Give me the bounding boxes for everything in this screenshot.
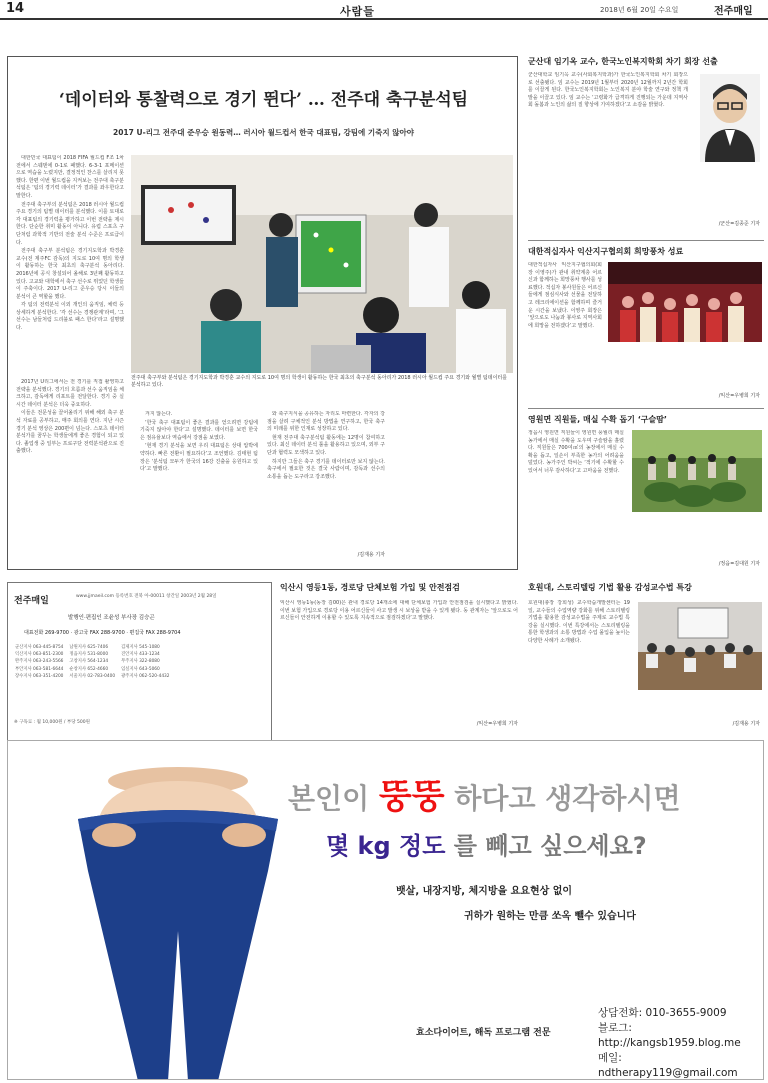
office-table [12,643,173,680]
side-article-3-title: 영원면 직원들, 매실 수확 돕기 ‘구슬땀’ [528,415,667,424]
ad-headline-2: 몇 kg 정도 를 빼고 싶으세요? [326,832,647,860]
masthead-footer: ※ 구독료 : 월 10,000원 / 부당 500원 [14,720,90,725]
side-article-4 [280,582,518,737]
article-photo [131,155,513,373]
section-title: 사람들 [340,5,375,18]
side-article-4-byline: /익산=우병희 기자 [476,721,518,727]
ad-text-1: 뱃살, 내장지방, 체지방을 요요현상 없이 [396,886,573,897]
side-article-3 [528,414,764,574]
side-article-5 [528,582,764,737]
masthead-box [7,582,272,747]
side-article-2 [528,246,764,406]
side-article-3-body: 정읍시 영원면 직원들이 영원면 풍월리 매실 농가에서 매실 수확을 도우며 구슬땀을 흘렸다. 직원들은 700여㎡의 농장에서 매실 수확을 돕고, 일손이 부족한 농가의 어려움을 덜었다. 농가주인 박씨는 ‘적기에 수확할 수 있어서 너무 감사하다’고 고마움을 전했다. [528,430,624,474]
side-article-5-byline: /김재용 기자 [732,721,760,727]
side-article-1-title: 군산대 임기옥 교수, 한국노인복지학회 차기 회장 선출 [528,57,718,66]
article-column-1: 대한민국 대표팀이 2018 FIFA 월드컵 F조 1차전에서 스웨덴에 0-1로 패했다. 6-3-1 포메이션으로 역습을 노렸지만, 결정적인 찬스를 살리지 못했다. 한편 이번 월드컵을 지켜보는 전주대 축구분석팀은 ‘팀의 경기력 데이터’가 결과를 좌우한다고 말한다. 전주대 축구부의 분석팀은 2018 러시아 월드컵 주요 경기의 팀별 데이터를 분석했다. 이를 토대로 각 대표팀의 경기력을 평가하고 이번 전략을 제시한다. 단순한 취미 활동이 아니다. 유럽 스포츠 구단처럼 과학적 기반의 전술 분석 수준은 프로급이다. 전주대 축구부 분석팀은 경기지도학과 박경훈 교수(전 제주FC 감독)의 지도로 10여 명의 학생이 활동하는 한국 최초의 축구분석 동아리다. 2016년에 공식 창설되어 올해로 3년째 활동하고 있다. 고교와 대학에서 축구 선수로 뛰었던 학생들이 주축이다. 2017 U-리그 준우승 당시 이들의 분석이 큰 역할을 했다. 각 팀의 전력분석 이외 개인의 움직임, 체력 등 상세하게 분석한다. ‘각 선수는 경쟁관계’라며, ‘그 선수는 남들처럼 드리블로 패스 한다’라고 설명했다. [16,155,124,332]
article-column-4: 와 축구지식을 공유하는 자리도 마련한다. 각자의 강점을 살려 구체적인 분석 방법을 연구하고, 한국 축구의 미래를 위한 인재로 성장하고 있다. 현재 전주대 축구분석팀 활동에는 12명이 참여하고 있다. 최신 데이터 분석 툴을 활용하고 있으며, 외부 구단과 협력도 모색하고 있다. 하지만 그들은 축구 경기를 데이터로만 보지 않는다. 축구에서 필요한 것은 결국 사람이며, 감독과 선수의 소통을 돕는 도구라고 강조했다. [267,411,385,480]
side-article-2-byline: /익산=우병희 기자 [718,393,760,399]
masthead-logo: 전주매일 [14,596,49,606]
portrait-photo [700,74,760,162]
table-row: 군산지사 063-445-8754 남원지사 625-7406 김제지사 545-1080 [15,644,160,650]
divider [528,240,764,241]
side-article-4-body: 익산시 영등1동(동장 김00)은 관내 경로당 14개소에 대해 단체보험 가입과 안전점검을 실시했다고 밝혔다. 이번 보험 가입으로 경로당 이용 어르신들이 사고 발생 시 보상을 받을 수 있게 됐다. 동 관계자는 ‘앞으로도 어르신들이 안전하게 이용할 수 있도록 지속적으로 점검하겠다’고 말했다. [280,600,518,622]
ad-headline-1: 본인이 뚱뚱 하다고 생각하시면 [288,777,681,817]
ad-text-2: 귀하가 원하는 만큼 쏘옥 뺄수 있습니다 [464,911,636,922]
side-article-1-byline: /군산=김종준 기자 [718,221,760,227]
lecture-photo [638,602,762,690]
article-subhead: 2017 U-리그 전주대 준우승 원동력… 러시아 월드컵서 한국 대표팀, 강팀에 기죽지 않아야 [113,128,414,137]
masthead-publisher: 발행인·편집인 조윤성 부사장 김승곤 [68,615,155,621]
page-number: 14 [6,1,25,16]
diet-advertisement [7,740,764,1080]
issue-date: 2018년 6월 20일 수요일 [600,6,679,14]
side-article-1 [528,56,764,236]
event-photo [608,262,762,342]
table-row: 부안지사 063-581-6644 순창지사 652-4660 임실지사 643-5060 [15,666,160,672]
harvest-photo [632,430,762,512]
article-column-2: 2017년 U리그에서는 전 경기를 직접 촬영하고 전략을 분석했다. 경기의 흐름과 선수 움직임을 체크하고, 감독에게 리포트를 전달한다. 경기 중 실시간 데이터 분석은 더욱 중요하다. 이들은 전문성을 끌어올리기 위해 해외 축구 분석 자료를 공부하고, 매주 회의를 연다. 지난 시즌 경기 분석 영상은 200편이 넘는다. 스포츠 데이터 분석가를 꿈꾸는 학생들에게 좋은 경험이 되고 있다. 졸업생 중 일부는 프로구단 전력분석관으로 진출했다. [16,379,124,455]
side-article-2-title: 대한적십자사 익산지구협의회 희망풍차 성료 [528,247,684,256]
side-article-3-byline: /정읍=김대원 기자 [718,561,760,567]
ad-contact [598,1006,763,1080]
side-article-5-body: 호원대(총장 강희성) 교수학습개발센터는 19일, 교수들의 수업역량 강화를 위해 스토리텔링 기법을 활용한 감성교수법을 주제로 교수법 특강을 실시했다. 이번 특강에서는 스토리텔링을 통한 학생과의 소통 방법과 수업 몰입을 높이는 다양한 사례가 소개됐다. [528,600,630,644]
table-row: 장수지사 063-351-4200 서울지사 02-783-0400 광주지사 062-520-4432 [15,674,170,680]
table-row: 익산지사 063-851-2300 정읍지사 531-8000 진안지사 433-1234 [15,652,160,658]
ad-email: 메일: ndtherapy119@gmail.com [598,1052,738,1079]
side-article-4-title: 익산시 영등1동, 경로당 단체보험 가입 및 안전점검 [280,583,460,592]
ad-program: 효소다이어트, 해독 프로그램 전문 [416,1028,551,1038]
side-article-2-body: 대한적십자사 익산지구협의회(회장 이영주)가 관내 취약계층 어르신과 함께하는 희망풍차 행사를 성료했다. 적십자 봉사원들은 어르신들에게 점심식사와 선물을 전달하고 레크리에이션을 함께하며 즐거운 시간을 보냈다. 이영주 회장은 ‘앞으로도 나눔과 봉사로 지역사회에 희망을 전하겠다’고 말했다. [528,262,602,329]
jeans-illustration [68,761,288,1080]
ad-phone: 상담전화: 010-3655-9009 [598,1007,727,1019]
photo-caption: 전주대 축구부와 분석팀은 경기지도학과 박경훈 교수의 지도로 10여 명의 학생이 활동하는 한국 최초의 축구분석 동아리가 2018 러시아 월드컵 주요 경기와 월별 팀데이터를 분석하고 있다. [131,375,508,388]
ad-blog: 블로그: http://kangsb1959.blog.me [598,1022,741,1049]
masthead-phones: 대표전화 269-9700 · 광고국 FAX 288-9700 · 편집국 FAX 288-9704 [24,630,181,636]
paper-name: 전주매일 [714,6,753,17]
divider [528,408,764,409]
article-column-3: 겨지 않는다. ‘한국 축구 대표팀이 좋은 결과를 얻으려면 강팀에 기죽지 않아야 한다’고 설명했다. 데이터를 보면 한국은 점유율보다 역습에서 강점을 보였다. ‘현재 경기 분석을 보면 우리 대표팀은 상대 압박에 약하다. 빠른 전환이 필요하다’고 조언했다. 김태현 팀장은 ‘분석팀 모두가 한국의 16강 진출을 응원하고 있다’고 말했다. [140,411,258,473]
table-row: 완주지사 063-243-5566 고창지사 564-1234 무주지사 322-8080 [15,659,160,665]
article-byline: /김재용 기자 [357,552,385,558]
article-headline: ‘데이터와 통찰력으로 경기 뛴다’ … 전주대 축구분석팀 [58,90,469,110]
side-article-1-body: 군산대학교 임기옥 교수(사회복지학과)가 한국노인복지학회 차기 회장으로 선출됐다. 임 교수는 2019년 1월부터 2020년 12월까지 2년간 학회를 이끌게 된다. 한국노인복지학회는 노인복지 분야 학술 연구와 정책 개발을 이끌고 있다. 임 교수는 ‘고령화가 급격하게 진행되는 가운데 지역사회 돌봄과 노인의 삶의 질 향상에 기여하겠다’고 소감을 밝혔다. [528,72,688,109]
side-article-5-title: 호원대, 스토리텔링 기법 활용 감성교수법 특강 [528,583,692,592]
main-article [7,56,518,570]
page-header [0,0,768,20]
masthead-info: www.jjmaeil.com 등록번호 전북 아-00011 창간일 2003년 2월 28일 [76,594,217,599]
